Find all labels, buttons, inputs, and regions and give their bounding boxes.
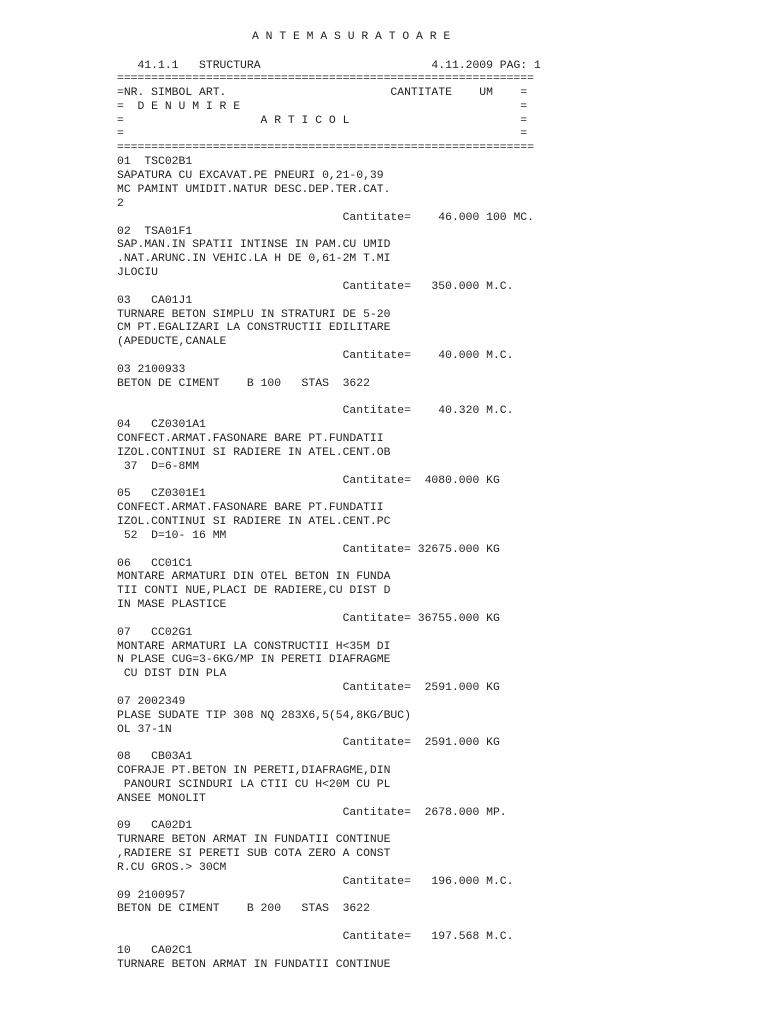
body-line: 2 bbox=[117, 198, 124, 210]
body-line: JLOCIU bbox=[117, 267, 159, 279]
body-line: Cantitate= 32675.000 KG bbox=[117, 544, 500, 556]
body-line: SAPATURA CU EXCAVAT.PE PNEURI 0,21-0,39 bbox=[117, 170, 384, 182]
body-line: 02 TSA01F1 bbox=[117, 226, 193, 238]
body-line: 08 CB03A1 bbox=[117, 751, 193, 763]
body-line: Cantitate= 2678.000 MP. bbox=[117, 807, 507, 819]
body-line: CONFECT.ARMAT.FASONARE BARE PT.FUNDATII bbox=[117, 502, 384, 514]
body-line: CM PT.EGALIZARI LA CONSTRUCTII EDILITARE bbox=[117, 322, 391, 334]
body-line: PLASE SUDATE TIP 308 NQ 283X6,5(54,8KG/BUC) bbox=[117, 710, 411, 722]
body-line: 37 D=6-8MM bbox=[117, 461, 200, 473]
body-line: ,RADIERE SI PERETI SUB COTA ZERO A CONST bbox=[117, 848, 391, 860]
column-header-line: = = bbox=[117, 128, 528, 140]
body-line: Cantitate= 40.320 M.C. bbox=[117, 405, 514, 417]
body-line: IN MASE PLASTICE bbox=[117, 599, 227, 611]
body-line: IZOL.CONTINUI SI RADIERE IN ATEL.CENT.OB bbox=[117, 447, 391, 459]
body-line: 04 CZ0301A1 bbox=[117, 419, 206, 431]
body-line: CONFECT.ARMAT.FASONARE BARE PT.FUNDATII bbox=[117, 433, 384, 445]
body-line: 01 TSC02B1 bbox=[117, 156, 193, 168]
body-line: (APEDUCTE,CANALE bbox=[117, 336, 227, 348]
column-header-line: =NR. SIMBOL ART. CANTITATE UM = bbox=[117, 87, 528, 99]
body-line: 09 CA02D1 bbox=[117, 820, 193, 832]
body-line: TURNARE BETON ARMAT IN FUNDATII CONTINUE bbox=[117, 834, 391, 846]
body-line: 52 D=10- 16 MM bbox=[117, 530, 227, 542]
column-header-line: = D E N U M I R E = bbox=[117, 101, 528, 113]
body-line: PANOURI SCINDURI LA CTII CU H<20M CU PL bbox=[117, 779, 391, 791]
body-line: SAP.MAN.IN SPATII INTINSE IN PAM.CU UMID bbox=[117, 239, 391, 251]
body-line: Cantitate= 4080.000 KG bbox=[117, 475, 500, 487]
body-line: IZOL.CONTINUI SI RADIERE IN ATEL.CENT.PC bbox=[117, 516, 391, 528]
body-line: Cantitate= 36755.000 KG bbox=[117, 613, 500, 625]
body-line: Cantitate= 2591.000 KG bbox=[117, 682, 500, 694]
body-line: ANSEE MONOLIT bbox=[117, 793, 206, 805]
body-line: OL 37-1N bbox=[117, 724, 172, 736]
body-line: 06 CC01C1 bbox=[117, 558, 193, 570]
body-line: Cantitate= 350.000 M.C. bbox=[117, 281, 514, 293]
body-line: 03 CA01J1 bbox=[117, 295, 193, 307]
body-line: Cantitate= 197.568 M.C. bbox=[117, 931, 514, 943]
body-line: N PLASE CUG=3-6KG/MP IN PERETI DIAFRAGME bbox=[117, 654, 391, 666]
body-line: Cantitate= 40.000 M.C. bbox=[117, 350, 514, 362]
column-header-line: = A R T I C O L = bbox=[117, 115, 528, 127]
body-line: 03 2100933 bbox=[117, 364, 186, 376]
rule-line: ============================================================= bbox=[117, 73, 534, 85]
body-line: MONTARE ARMATURI DIN OTEL BETON IN FUNDA bbox=[117, 571, 391, 583]
body-line: MONTARE ARMATURI LA CONSTRUCTII H<35M DI bbox=[117, 641, 391, 653]
body-line: Cantitate= 196.000 M.C. bbox=[117, 876, 514, 888]
body-line: BETON DE CIMENT B 100 STAS 3622 bbox=[117, 378, 370, 390]
document-title: A N T E M A S U R A T O A R E bbox=[252, 31, 451, 43]
body-line: BETON DE CIMENT B 200 STAS 3622 bbox=[117, 903, 370, 915]
body-line: TURNARE BETON SIMPLU IN STRATURI DE 5-20 bbox=[117, 309, 391, 321]
rule-line: ============================================================= bbox=[117, 142, 534, 154]
body-line: 05 CZ0301E1 bbox=[117, 488, 206, 500]
body-line: R.CU GROS.> 30CM bbox=[117, 862, 227, 874]
body-line: COFRAJE PT.BETON IN PERETI,DIAFRAGME,DIN bbox=[117, 765, 391, 777]
body-line: TII CONTI NUE,PLACI DE RADIERE,CU DIST D bbox=[117, 585, 391, 597]
body-line: Cantitate= 2591.000 KG bbox=[117, 737, 500, 749]
body-line: 07 CC02G1 bbox=[117, 627, 193, 639]
body-line: MC PAMINT UMIDIT.NATUR DESC.DEP.TER.CAT. bbox=[117, 184, 391, 196]
body-line: Cantitate= 46.000 100 MC. bbox=[117, 212, 534, 224]
body-line: CU DIST DIN PLA bbox=[117, 668, 227, 680]
body-line: 10 CA02C1 bbox=[117, 945, 193, 957]
document-header-line: 41.1.1 STRUCTURA 4.11.2009 PAG: 1 bbox=[117, 60, 541, 72]
body-line: 07 2002349 bbox=[117, 696, 186, 708]
body-line: .NAT.ARUNC.IN VEHIC.LA H DE 0,61-2M T.MI bbox=[117, 253, 391, 265]
body-line: 09 2100957 bbox=[117, 890, 186, 902]
body-line: TURNARE BETON ARMAT IN FUNDATII CONTINUE bbox=[117, 959, 391, 971]
